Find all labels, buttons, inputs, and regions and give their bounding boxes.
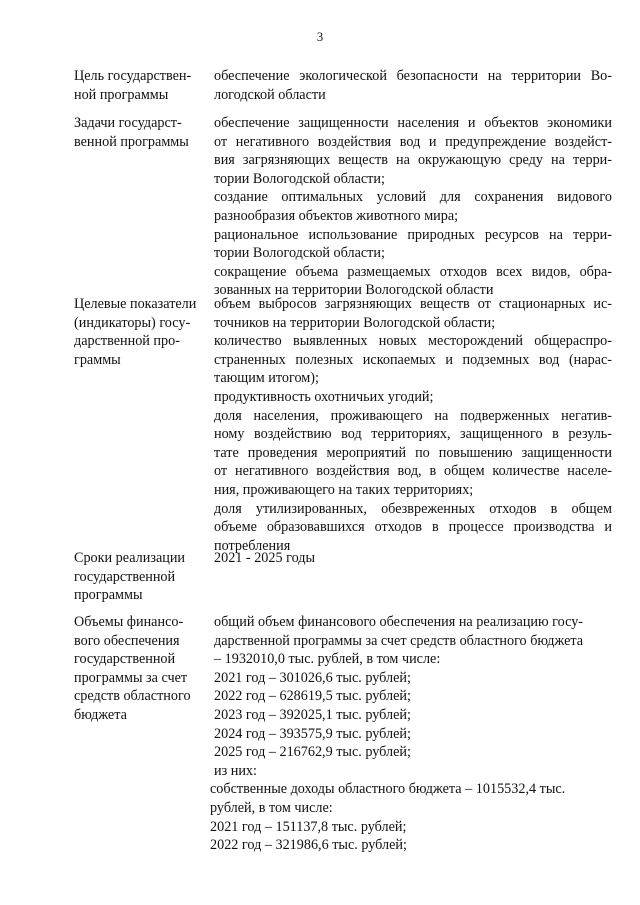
indicators-label-line: граммы xyxy=(74,351,121,368)
terms-content-line: 2021 - 2025 годы xyxy=(214,550,316,566)
indicators-content-line: тате проведения мероприятий по повышению защищенности xyxy=(214,444,612,461)
indicators-content xyxy=(214,295,612,555)
goal-content-line: обеспечение экологической безопасности на территории Во- xyxy=(214,68,612,84)
tasks-content-line: тории Вологодской области; xyxy=(214,170,385,187)
finance-content-line: 2023 год – 392025,1 тыс. рублей; xyxy=(214,706,411,723)
indicators-content-line: доля населения, проживающего на подверженных негатив- xyxy=(214,407,612,424)
finance-content-line: рублей, в том числе: xyxy=(210,799,333,816)
finance-content-line: 2025 год – 216762,9 тыс. рублей; xyxy=(214,744,411,761)
finance-label xyxy=(74,613,208,725)
tasks-content xyxy=(214,114,612,300)
terms-label-line: Сроки реализации xyxy=(74,550,186,566)
tasks-content-line: тории Вологодской области; xyxy=(214,245,385,262)
indicators-label-line: Целевые показатели xyxy=(74,296,197,312)
page-number: 3 xyxy=(316,30,324,44)
indicators-content-line: страненных полезных ископаемых и подземных вод (нарас- xyxy=(214,351,612,368)
finance-content-line: 2021 год – 151137,8 тыс. рублей; xyxy=(210,818,407,835)
indicators-content-line: ния, проживающего на таких территориях; xyxy=(214,481,474,498)
indicators-label-line: (индикаторы) госу- xyxy=(74,314,191,331)
finance-content-line: – 1932010,0 тыс. рублей, в том числе: xyxy=(214,651,441,668)
goal-label xyxy=(74,67,208,104)
tasks-label-line: Задачи государст- xyxy=(74,115,182,131)
finance-content-line: из них: xyxy=(214,762,257,779)
indicators-content-line: продуктивность охотничьих угодий; xyxy=(214,388,434,405)
finance-label-line: вого обеспечения xyxy=(74,632,180,649)
tasks-content-line: создание оптимальных условий для сохранения видового xyxy=(214,189,612,206)
finance-content-line: общий объем финансового обеспечения на реализацию госу- xyxy=(214,614,584,630)
tasks-label xyxy=(74,114,208,151)
finance-content xyxy=(210,613,612,855)
tasks-content-line: рациональное использование природных ресурсов на терри- xyxy=(214,226,612,243)
finance-content-line: 2022 год – 321986,6 тыс. рублей; xyxy=(210,837,407,854)
indicators-content-line: объеме образовавшихся отходов в процессе производства и xyxy=(214,519,612,536)
tasks-label-line: венной программы xyxy=(74,133,189,150)
terms-label-line: программы xyxy=(74,587,143,604)
tasks-content-line: от негативного воздействия вод и предупреждение воздейст- xyxy=(214,133,612,150)
goal-content xyxy=(214,67,612,104)
tasks-content-line: вия загрязняющих веществ на окружающую среду на терри- xyxy=(214,152,612,169)
tasks-content-line: зованных на территории Вологодской области xyxy=(214,282,494,299)
indicators-content-line: точников на территории Вологодской области; xyxy=(214,314,496,331)
goal-content-line: логодской области xyxy=(214,86,326,103)
finance-label-line: средств областного xyxy=(74,688,191,705)
indicators-content-line: доля утилизированных, обезвреженных отходов в общем xyxy=(214,500,612,517)
indicators-content-line: потребления xyxy=(214,537,291,554)
finance-content-line: дарственной программы за счет средств областного бюджета xyxy=(214,632,584,649)
finance-content-line: 2021 год – 301026,6 тыс. рублей; xyxy=(214,669,411,686)
indicators-content-line: объем выбросов загрязняющих веществ от стационарных ис- xyxy=(214,296,612,312)
indicators-content-line: ному воздействию вод территориях, защищенного в резуль- xyxy=(214,426,612,443)
tasks-content-line: обеспечение защищенности населения и объектов экономики xyxy=(214,115,612,131)
terms-content xyxy=(214,549,612,568)
finance-label-line: программы за счет xyxy=(74,669,188,686)
indicators-content-line: от негативного воздействия вод, в общем количестве населе- xyxy=(214,463,612,480)
terms-label-line: государственной xyxy=(74,568,176,585)
tasks-content-line: разнообразия объектов животного мира; xyxy=(214,207,459,224)
finance-content-line: 2024 год – 393575,9 тыс. рублей; xyxy=(214,725,411,742)
finance-label-line: бюджета xyxy=(74,706,127,723)
terms-label xyxy=(74,549,208,605)
finance-label-line: государственной xyxy=(74,651,176,668)
indicators-content-line: количество выявленных новых месторождений общераспро- xyxy=(214,333,612,350)
goal-label-line: Цель государствен- xyxy=(74,68,192,84)
finance-content-line: 2022 год – 628619,5 тыс. рублей; xyxy=(214,688,411,705)
goal-label-line: ной программы xyxy=(74,86,169,103)
indicators-label xyxy=(74,295,208,369)
finance-label-line: Объемы финансо- xyxy=(74,614,184,630)
tasks-content-line: сокращение объема размещаемых отходов всех видов, обра- xyxy=(214,263,612,280)
finance-content-line: собственные доходы областного бюджета – 1015532,4 тыс. xyxy=(210,781,566,798)
indicators-label-line: дарственной про- xyxy=(74,333,180,350)
indicators-content-line: тающим итогом); xyxy=(214,370,319,387)
